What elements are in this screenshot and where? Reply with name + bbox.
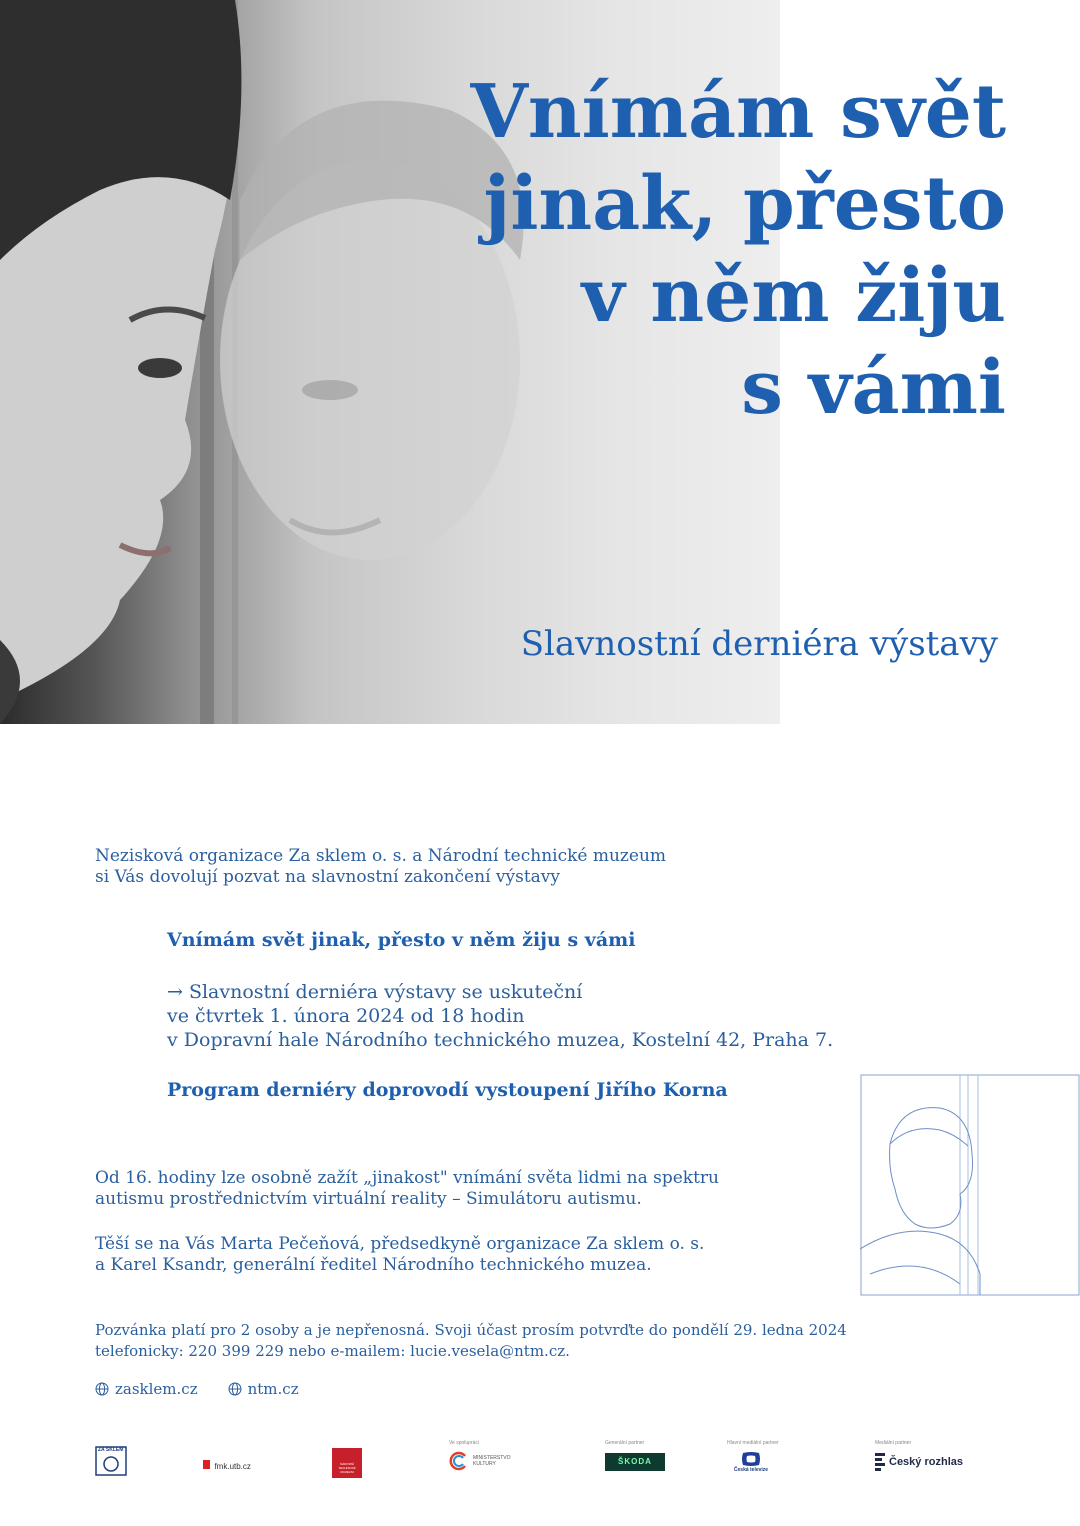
headline-line: s vámi [741, 345, 1006, 431]
event-details [167, 980, 833, 1052]
hosts-line: Těší se na Vás Marta Pečeňová, předsedkyně organizace Za sklem o. s. [95, 1234, 705, 1254]
link-zasklem[interactable] [95, 1380, 198, 1398]
rozhlas-logo-text: Český rozhlas [889, 1456, 963, 1468]
vr-line: Od 16. hodiny lze osobně zažít „jinakost" vnímání světa lidmi na spektru [95, 1168, 719, 1188]
globe-icon [95, 1382, 109, 1396]
logo-rozhlas [875, 1440, 963, 1471]
skoda-logo-text: ŠKODA [605, 1453, 665, 1471]
event-line: ve čtvrtek 1. února 2024 od 18 hodin [167, 1005, 525, 1027]
exhibition-title: Vnímám svět jinak, přesto v něm žiju s vámi [167, 929, 636, 951]
general-partner-caption: Generální partner [605, 1440, 645, 1446]
hosts-text [95, 1234, 704, 1276]
main-media-caption: Hlavní mediální partner [727, 1440, 779, 1446]
hosts-line: a Karel Ksandr, generální ředitel Národního technického muzea. [95, 1255, 652, 1275]
headline [306, 66, 1006, 434]
logo-ministry [449, 1440, 513, 1471]
program-note: Program derniéry doprovodí vystoupení Jiřího Korna [167, 1079, 728, 1101]
logo-ct [727, 1440, 779, 1473]
fmk-logo-text: fmk.utb.cz [214, 1462, 251, 1471]
zasklem-logo-text: ZA SKLEM [98, 1447, 124, 1453]
subtitle: Slavnostní derniéra výstavy [520, 624, 998, 664]
vr-simulator-text [95, 1168, 719, 1210]
link-label: zasklem.cz [115, 1380, 198, 1398]
vr-line: autismu prostřednictvím virtuální reality – Simulátoru autismu. [95, 1189, 642, 1209]
link-label: ntm.cz [247, 1380, 299, 1398]
logo-ntm [332, 1448, 362, 1478]
headline-line: jinak, přesto [483, 161, 1006, 247]
rsvp-text [95, 1320, 847, 1362]
child-sketch-illustration [860, 1074, 1080, 1296]
link-ntm[interactable] [228, 1380, 299, 1398]
ct-logo-icon [739, 1451, 763, 1467]
logo-fmk [203, 1456, 251, 1474]
headline-line: Vnímám svět [470, 69, 1006, 155]
event-line: v Dopravní hale Národního technického muzea, Kostelní 42, Praha 7. [167, 1029, 834, 1051]
ntm-logo-text: NÁRODNÍ TECHNICKÉ MUZEUM [332, 1448, 362, 1478]
partner-logos [95, 1440, 995, 1490]
rsvp-line: telefonicky: 220 399 229 nebo e-mailem: lucie.vesela@ntm.cz. [95, 1342, 570, 1360]
ministry-caption: Ve spolupráci [449, 1440, 480, 1446]
ministry-logo-icon [449, 1451, 469, 1471]
rozhlas-logo-icon [875, 1453, 885, 1471]
headline-line: v něm žiju [581, 253, 1006, 339]
rsvp-line: Pozvánka platí pro 2 osoby a je nepřenosná. Svoji účast prosím potvrďte do pondělí 29. ledna 2024 [95, 1321, 847, 1339]
web-links [95, 1380, 299, 1398]
fmk-mark-icon [203, 1460, 210, 1469]
globe-icon [228, 1382, 242, 1396]
logo-zasklem [95, 1446, 127, 1481]
intro-text [95, 846, 666, 888]
logo-skoda [605, 1440, 665, 1471]
intro-line: si Vás dovolují pozvat na slavnostní zakončení výstavy [95, 867, 561, 887]
intro-line: Nezisková organizace Za sklem o. s. a Národní technické muzeum [95, 846, 667, 866]
media-partner-caption: Mediální partner [875, 1440, 912, 1446]
ct-logo-text: Česká televize [733, 1467, 769, 1473]
ministry-logo-text: MINISTERSTVO KULTURY [473, 1455, 511, 1467]
event-line: → Slavnostní derniéra výstavy se uskuteční [167, 981, 583, 1003]
